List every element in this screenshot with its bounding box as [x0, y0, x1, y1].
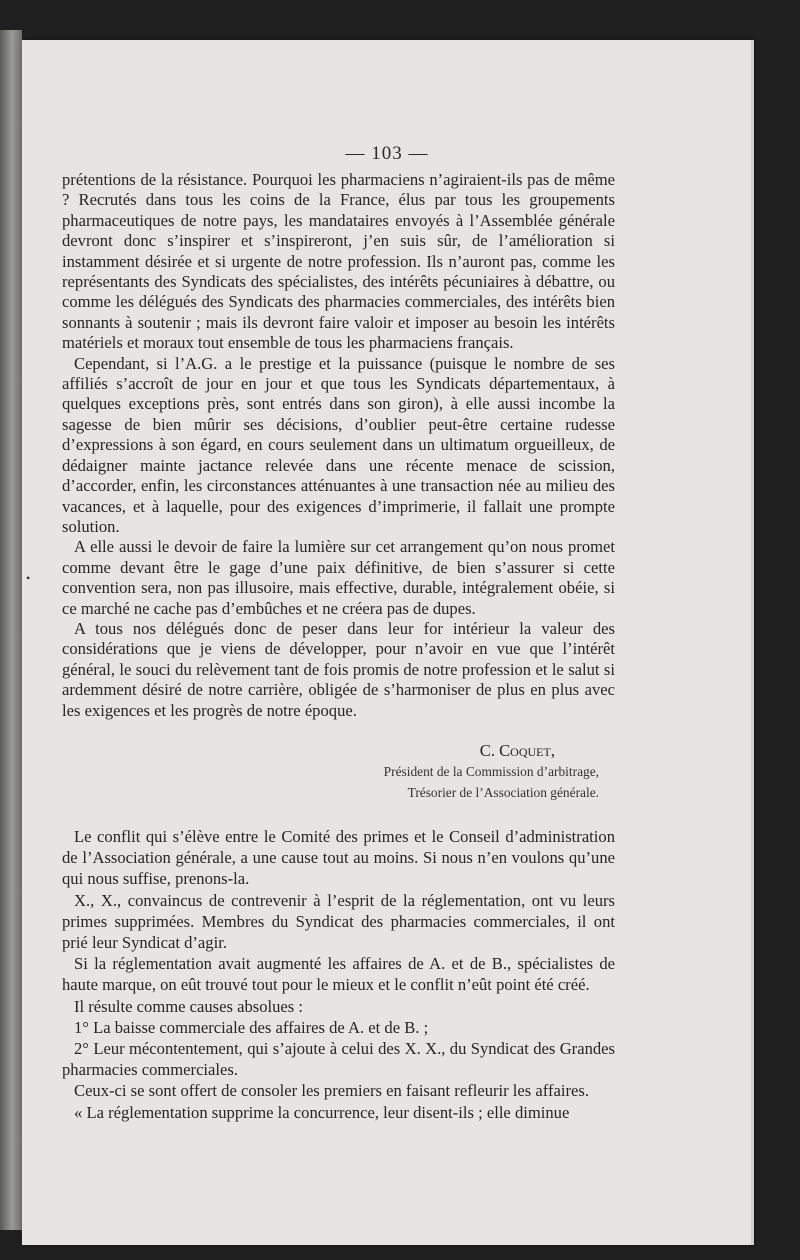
paragraph: Il résulte comme causes absolues :	[74, 996, 304, 1016]
section-1-text	[62, 170, 615, 721]
section-2-text	[62, 826, 615, 1123]
paragraph: Ceux-ci se sont offert de consoler les premiers en faisant refleurir les affaires.	[74, 1081, 589, 1101]
paragraph: A elle aussi le devoir de faire la lumière sur cet arrangement qu’on nous promet comme devant être le gage d’une paix définitive, de bien s’assurer si cette convention sera, non pas illusoire, mais effective, durable, intégralement obéie, si ce marché ne cache pas d’embûches et ne créera pas de dupes.	[62, 537, 615, 618]
adjacent-page-edge	[0, 30, 22, 1230]
paragraph: Si la réglementation avait augmenté les affaires de A. et de B., spécialistes de haute marque, on eût trouvé tout pour le mieux et le conflit n’eût point été créé.	[62, 954, 615, 995]
signatory-title: Trésorier de l’Association générale.	[407, 785, 599, 800]
paragraph: « La réglementation supprime la concurrence, leur disent-ils ; elle diminue	[74, 1102, 570, 1122]
paragraph: Le conflit qui s’élève entre le Comité des primes et le Conseil d’administration de l’Association générale, a une cause tout au moins. Si nous n’en voulons qu’une qui nous suffise, prenons-la.	[62, 827, 615, 889]
signatory-name: C. Coquet,	[479, 741, 555, 760]
signatory-title: Président de la Commission d’arbitrage,	[383, 764, 599, 779]
list-item: 2° Leur mécontentement, qui s’ajoute à celui des X. X., du Syndicat des Grandes pharmacies commerciales.	[62, 1039, 615, 1080]
paragraph: A tous nos délégués donc de peser dans leur for intérieur la valeur des considérations que je viens de développer, pour n’avoir en vue que l’intérêt général, le souci du relèvement tant de fois promis de notre profession et le salut si ardemment désiré de notre carrière, obligée de s’harmoniser de plus en plus avec les exigences et les progrès de notre époque.	[62, 618, 615, 720]
paragraph: X., X., convaincus de contrevenir à l’esprit de la réglementation, ont vu leurs primes supprimées. Membres du Syndicat des pharmacies commerciales, il ont prié leur Syndicat d’agir.	[62, 890, 615, 953]
signature-block	[62, 741, 615, 803]
page-edge	[751, 40, 754, 1245]
list-item: 1° La baisse commerciale des affaires de A. et de B. ;	[74, 1017, 429, 1037]
paragraph: Cependant, si l’A.G. a le prestige et la puissance (puisque le nombre de ses affiliés s’accroît de jour en jour et que tous les Syndicats départementaux, à quelques exceptions près, sont entrés dans son giron), à elle aussi incombe la sagesse de bien mûrir ses décisions, d’oublier peut-être certaine rudesse d’expressions à son égard, en cours seulement dans un ultimatum orgueilleux, de dédaigner mainte jactance relevée dans une récente menace de scission, d’accorder, enfin, les circonstances atténuantes à une transaction née au milieu des vacances, et à laquelle, pour des exigences d’imprimerie, il fallait une prompte solution.	[62, 353, 615, 536]
paragraph: prétentions de la résistance. Pourquoi les pharmaciens n’agiraient-ils pas de même ? Recrutés dans tous les coins de la France, élus par tous les groupements pharmaceutiques de notre pays, les mandataires envoyés à l’Assemblée générale devront donc s’inspirer et s’inspireront, j’en suis sûr, de l’amélioration si instamment désirée et si urgente de notre profession. Ils n’auront pas, comme les représentants des Syndicats des spécialistes, des intérêts pécuniaires à débattre, ou comme les délégués des Syndicats des pharmacies commerciales, des intérêts bien sonnants à soutenir ; mais ils devront faire valoir et imposer au besoin les intérêts matériels et moraux tout ensemble de tous les pharmaciens français.	[62, 170, 615, 353]
document-page	[22, 40, 752, 1245]
margin-mark: •	[26, 571, 31, 585]
page-number: — 103 —	[345, 143, 429, 164]
